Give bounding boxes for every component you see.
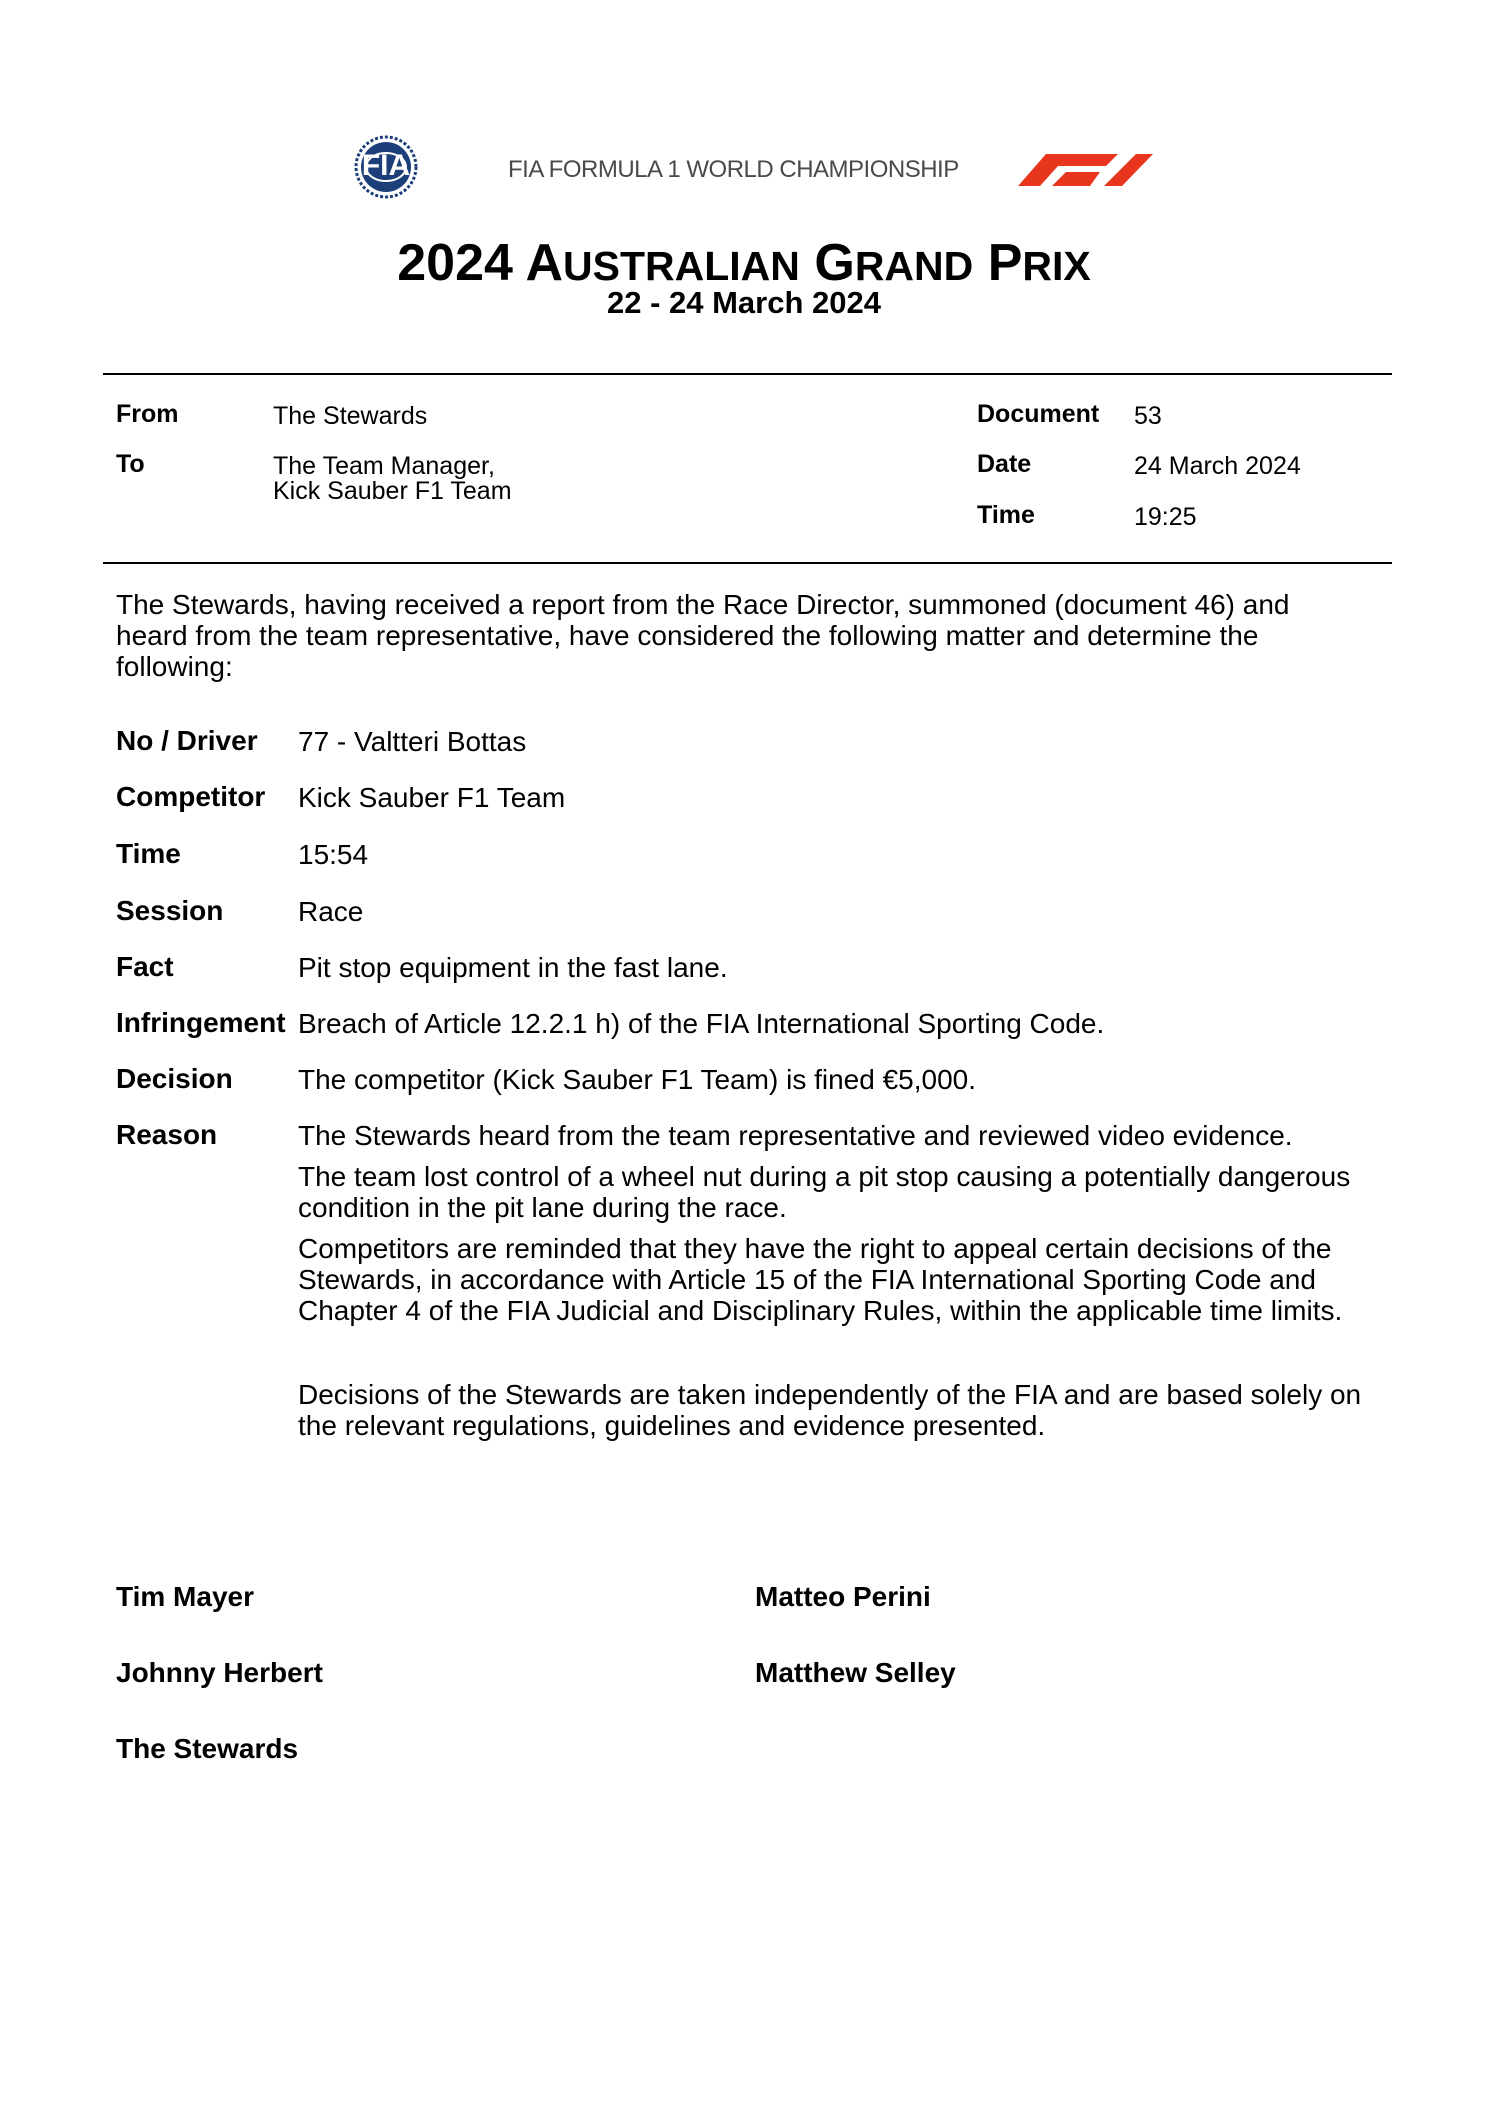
divider-top <box>103 373 1392 375</box>
from-value: The Stewards <box>273 402 428 430</box>
to-value-line1: The Team Manager, <box>273 452 495 480</box>
reason-paragraph-1: The Stewards heard from the team representative and reviewed video evidence. <box>298 1120 1293 1151</box>
driver-label: No / Driver <box>116 725 258 756</box>
f1-logo-icon <box>1018 148 1153 186</box>
title-g-cap: G <box>814 234 855 292</box>
title-year: 2024 <box>397 234 513 292</box>
session-value: Race <box>298 896 364 927</box>
time-value: 19:25 <box>1134 503 1197 531</box>
fia-logo <box>338 135 434 199</box>
fact-value: Pit stop equipment in the fast lane. <box>298 952 728 983</box>
competitor-label: Competitor <box>116 781 266 812</box>
reason-paragraph-4: Decisions of the Stewards are taken independently of the FIA and are based solely on the relevant regulations, guidelines and evidence presented. <box>298 1379 1362 1441</box>
infringement-label: Infringement <box>116 1007 286 1038</box>
to-value-line2: Kick Sauber F1 Team <box>273 477 512 505</box>
title-p-cap: P <box>987 234 1023 292</box>
incident-time-value: 15:54 <box>298 839 369 870</box>
signature-tim-mayer: Tim Mayer <box>116 1581 254 1612</box>
infringement-value: Breach of Article 12.2.1 h) of the FIA International Sporting Code. <box>298 1008 1105 1039</box>
to-label: To <box>116 450 145 478</box>
title-g-rest: RAND <box>854 243 974 289</box>
driver-value: 77 - Valtteri Bottas <box>298 726 527 757</box>
from-label: From <box>116 400 179 428</box>
signature-matthew-selley: Matthew Selley <box>755 1657 956 1688</box>
f1-logo-text <box>1018 148 1019 149</box>
reason-paragraph-3: Competitors are reminded that they have the right to appeal certain decisions of the Stewards, in accordance with Article 15 of the FIA International Sporting Code and Chapter 4 of the FIA Judicial and Disciplinary Rules, within the applicable time limits. <box>298 1233 1343 1326</box>
divider-bottom <box>103 562 1392 564</box>
event-dates: 22 - 24 March 2024 <box>606 285 881 320</box>
signature-the-stewards: The Stewards <box>116 1733 299 1764</box>
signature-johnny-herbert: Johnny Herbert <box>116 1657 323 1688</box>
fia-logo-text: FIA <box>361 149 411 182</box>
date-value: 24 March 2024 <box>1134 452 1301 480</box>
incident-time-label: Time <box>116 838 181 869</box>
time-label: Time <box>977 501 1035 529</box>
competitor-value: Kick Sauber F1 Team <box>298 782 566 813</box>
title-a-rest: USTRALIAN <box>563 243 800 289</box>
fact-label: Fact <box>116 951 174 982</box>
document-label: Document <box>977 400 1100 428</box>
signature-matteo-perini: Matteo Perini <box>755 1581 931 1612</box>
title-p-rest: RIX <box>1022 243 1091 289</box>
event-title <box>0 233 1488 293</box>
decision-value: The competitor (Kick Sauber F1 Team) is fined €5,000. <box>298 1064 977 1095</box>
reason-label: Reason <box>116 1119 218 1150</box>
title-a-cap: A <box>525 234 564 292</box>
championship-title: FIA FORMULA 1 WORLD CHAMPIONSHIP <box>508 156 959 183</box>
session-label: Session <box>116 895 224 926</box>
reason-paragraph-2: The team lost control of a wheel nut during a pit stop causing a potentially dangerous condition in the pit lane during the race. <box>298 1161 1351 1223</box>
date-label: Date <box>977 450 1032 478</box>
document-value: 53 <box>1134 402 1162 430</box>
f1-logo <box>1018 148 1153 186</box>
intro-paragraph: The Stewards, having received a report from the Race Director, summoned (document 46) and heard from the team representative, have considered the following matter and determine the following: <box>116 589 1290 682</box>
decision-label: Decision <box>116 1063 233 1094</box>
